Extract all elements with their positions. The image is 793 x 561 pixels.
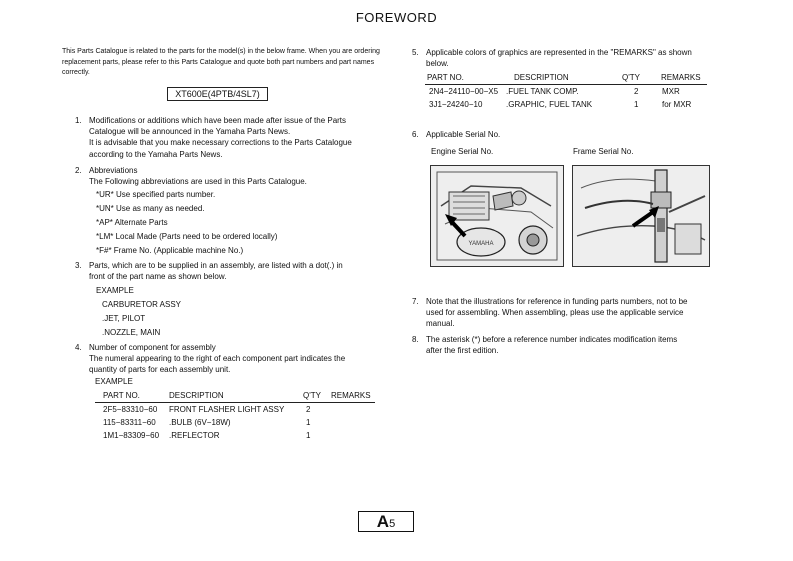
item-line: Abbreviations [89, 166, 138, 175]
cell-qty: 2 [306, 405, 311, 414]
item-2 [75, 165, 389, 187]
item-line: Parts, which are to be supplied in an assembly, are listed with a dot(.) in [89, 261, 343, 270]
item-line: below. [426, 59, 449, 69]
item-4 [75, 342, 389, 376]
item-5 [412, 47, 726, 69]
abbreviation-item: *AP* Alternate Parts [96, 218, 168, 227]
item-line: Applicable colors of graphics are represented in the "REMARKS" as shown [426, 48, 692, 57]
page-title: FOREWORD [355, 10, 438, 25]
cell-part-no: 115−83311−60 [103, 418, 156, 427]
table-row [425, 98, 707, 111]
cell-part-no: 3J1−24240−10 [429, 100, 483, 109]
item-line: after the first edition. [426, 346, 499, 356]
item-line: Applicable Serial No. [426, 130, 501, 139]
item-line: according to the Yamaha Parts News. [89, 149, 223, 159]
cell-description: .GRAPHIC, FUEL TANK [506, 100, 593, 109]
example-line: CARBURETOR ASSY [102, 300, 181, 309]
item-number: 5. [412, 48, 419, 57]
item-number: 1. [75, 116, 82, 125]
table-header [95, 389, 375, 403]
cell-description: .REFLECTOR [169, 431, 220, 440]
item-line: The Following abbreviations are used in this Parts Catalogue. [89, 177, 307, 187]
item-line: Note that the illustrations for reference in funding parts numbers, not to be [426, 297, 688, 306]
page-number-box [358, 511, 414, 532]
item-1 [75, 115, 389, 160]
cell-qty: 1 [306, 418, 311, 427]
table-row [95, 416, 375, 429]
cell-remarks: MXR [662, 87, 680, 96]
cell-remarks: for MXR [662, 100, 692, 109]
cell-part-no: 1M1−83309−60 [103, 431, 160, 440]
item-number: 3. [75, 261, 82, 270]
item-line: front of the part name as shown below. [89, 272, 227, 282]
example-line: .JET, PILOT [102, 314, 146, 323]
item-line: The numeral appearing to the right of each component part indicates the [89, 354, 346, 364]
cell-part-no: 2F5−83310−60 [103, 405, 158, 414]
item-line: Modifications or additions which have been made after issue of the Parts [89, 116, 347, 125]
engine-serial-label: Engine Serial No. [431, 147, 494, 156]
table-header [425, 71, 707, 85]
item-3 [75, 260, 389, 282]
example-label: EXAMPLE [96, 286, 134, 295]
item-8 [412, 334, 726, 356]
model-frame: XT600E(4PTB/4SL7) [167, 87, 268, 101]
cell-description: .FUEL TANK COMP. [506, 87, 579, 96]
header-description: DESCRIPTION [169, 391, 224, 400]
engine-illustration [431, 166, 563, 266]
header-description: DESCRIPTION [514, 73, 569, 82]
table-row [95, 429, 375, 442]
item-7 [412, 296, 726, 330]
abbreviation-item: *UR* Use specified parts number. [96, 190, 216, 199]
item-6 [412, 129, 726, 140]
abbreviation-item: *F#* Frame No. (Applicable machine No.) [96, 246, 244, 255]
item-line: Catalogue will be announced in the Yamaha Parts News. [89, 127, 291, 137]
header-remarks: REMARKS [331, 391, 371, 400]
item-line: It is advisable that you make necessary corrections to the Parts Catalogue [89, 138, 352, 148]
frame-serial-label: Frame Serial No. [573, 147, 634, 156]
frame-illustration [573, 166, 709, 266]
example-line: .NOZZLE, MAIN [102, 328, 161, 337]
intro-paragraph: This Parts Catalogue is related to the parts for the model(s) in the below frame. When you are ordering replacement parts, please refer to this Parts Catalogue and quote both part numbers and part names correctly. [62, 48, 380, 76]
graphics-color-table [425, 71, 707, 111]
item-number: 6. [412, 130, 419, 139]
example-4-table [95, 377, 375, 442]
item-line: The asterisk (*) before a reference number indicates modification items [426, 335, 678, 344]
item-line: used for assembling. When assembling, pleas use the applicable service [426, 308, 684, 318]
cell-description: FRONT FLASHER LIGHT ASSY [169, 405, 285, 414]
table-row [425, 85, 707, 98]
frame-serial-image [572, 165, 710, 267]
item-line: Number of component for assembly [89, 343, 216, 352]
example-label: EXAMPLE [95, 377, 133, 386]
cell-qty: 1 [634, 100, 639, 109]
header-qty: Q'TY [622, 73, 640, 82]
cell-qty: 1 [306, 431, 311, 440]
cell-description: .BULB (6V−18W) [169, 418, 231, 427]
item-line: manual. [426, 319, 455, 329]
engine-serial-image [430, 165, 564, 267]
item-number: 4. [75, 343, 82, 352]
header-remarks: REMARKS [661, 73, 701, 82]
abbreviation-item: *UN* Use as many as needed. [96, 204, 205, 213]
engine-logo-text: YAMAHA [468, 241, 494, 247]
page-number: 5 [389, 518, 396, 530]
item-number: 2. [75, 166, 82, 175]
item-line: quantity of parts for each assembly unit. [89, 365, 231, 375]
header-part-no: PART NO. [103, 391, 140, 400]
table-row [95, 403, 375, 416]
header-qty: Q'TY [303, 391, 321, 400]
header-part-no: PART NO. [427, 73, 464, 82]
item-number: 8. [412, 335, 419, 344]
cell-part-no: 2N4−24110−00−X5 [429, 87, 499, 96]
item-number: 7. [412, 297, 419, 306]
page-section-letter: A [376, 512, 390, 531]
abbreviation-item: *LM* Local Made (Parts need to be ordered locally) [96, 232, 278, 241]
cell-qty: 2 [634, 87, 639, 96]
example-3 [96, 284, 296, 340]
abbreviation-list [96, 188, 386, 258]
